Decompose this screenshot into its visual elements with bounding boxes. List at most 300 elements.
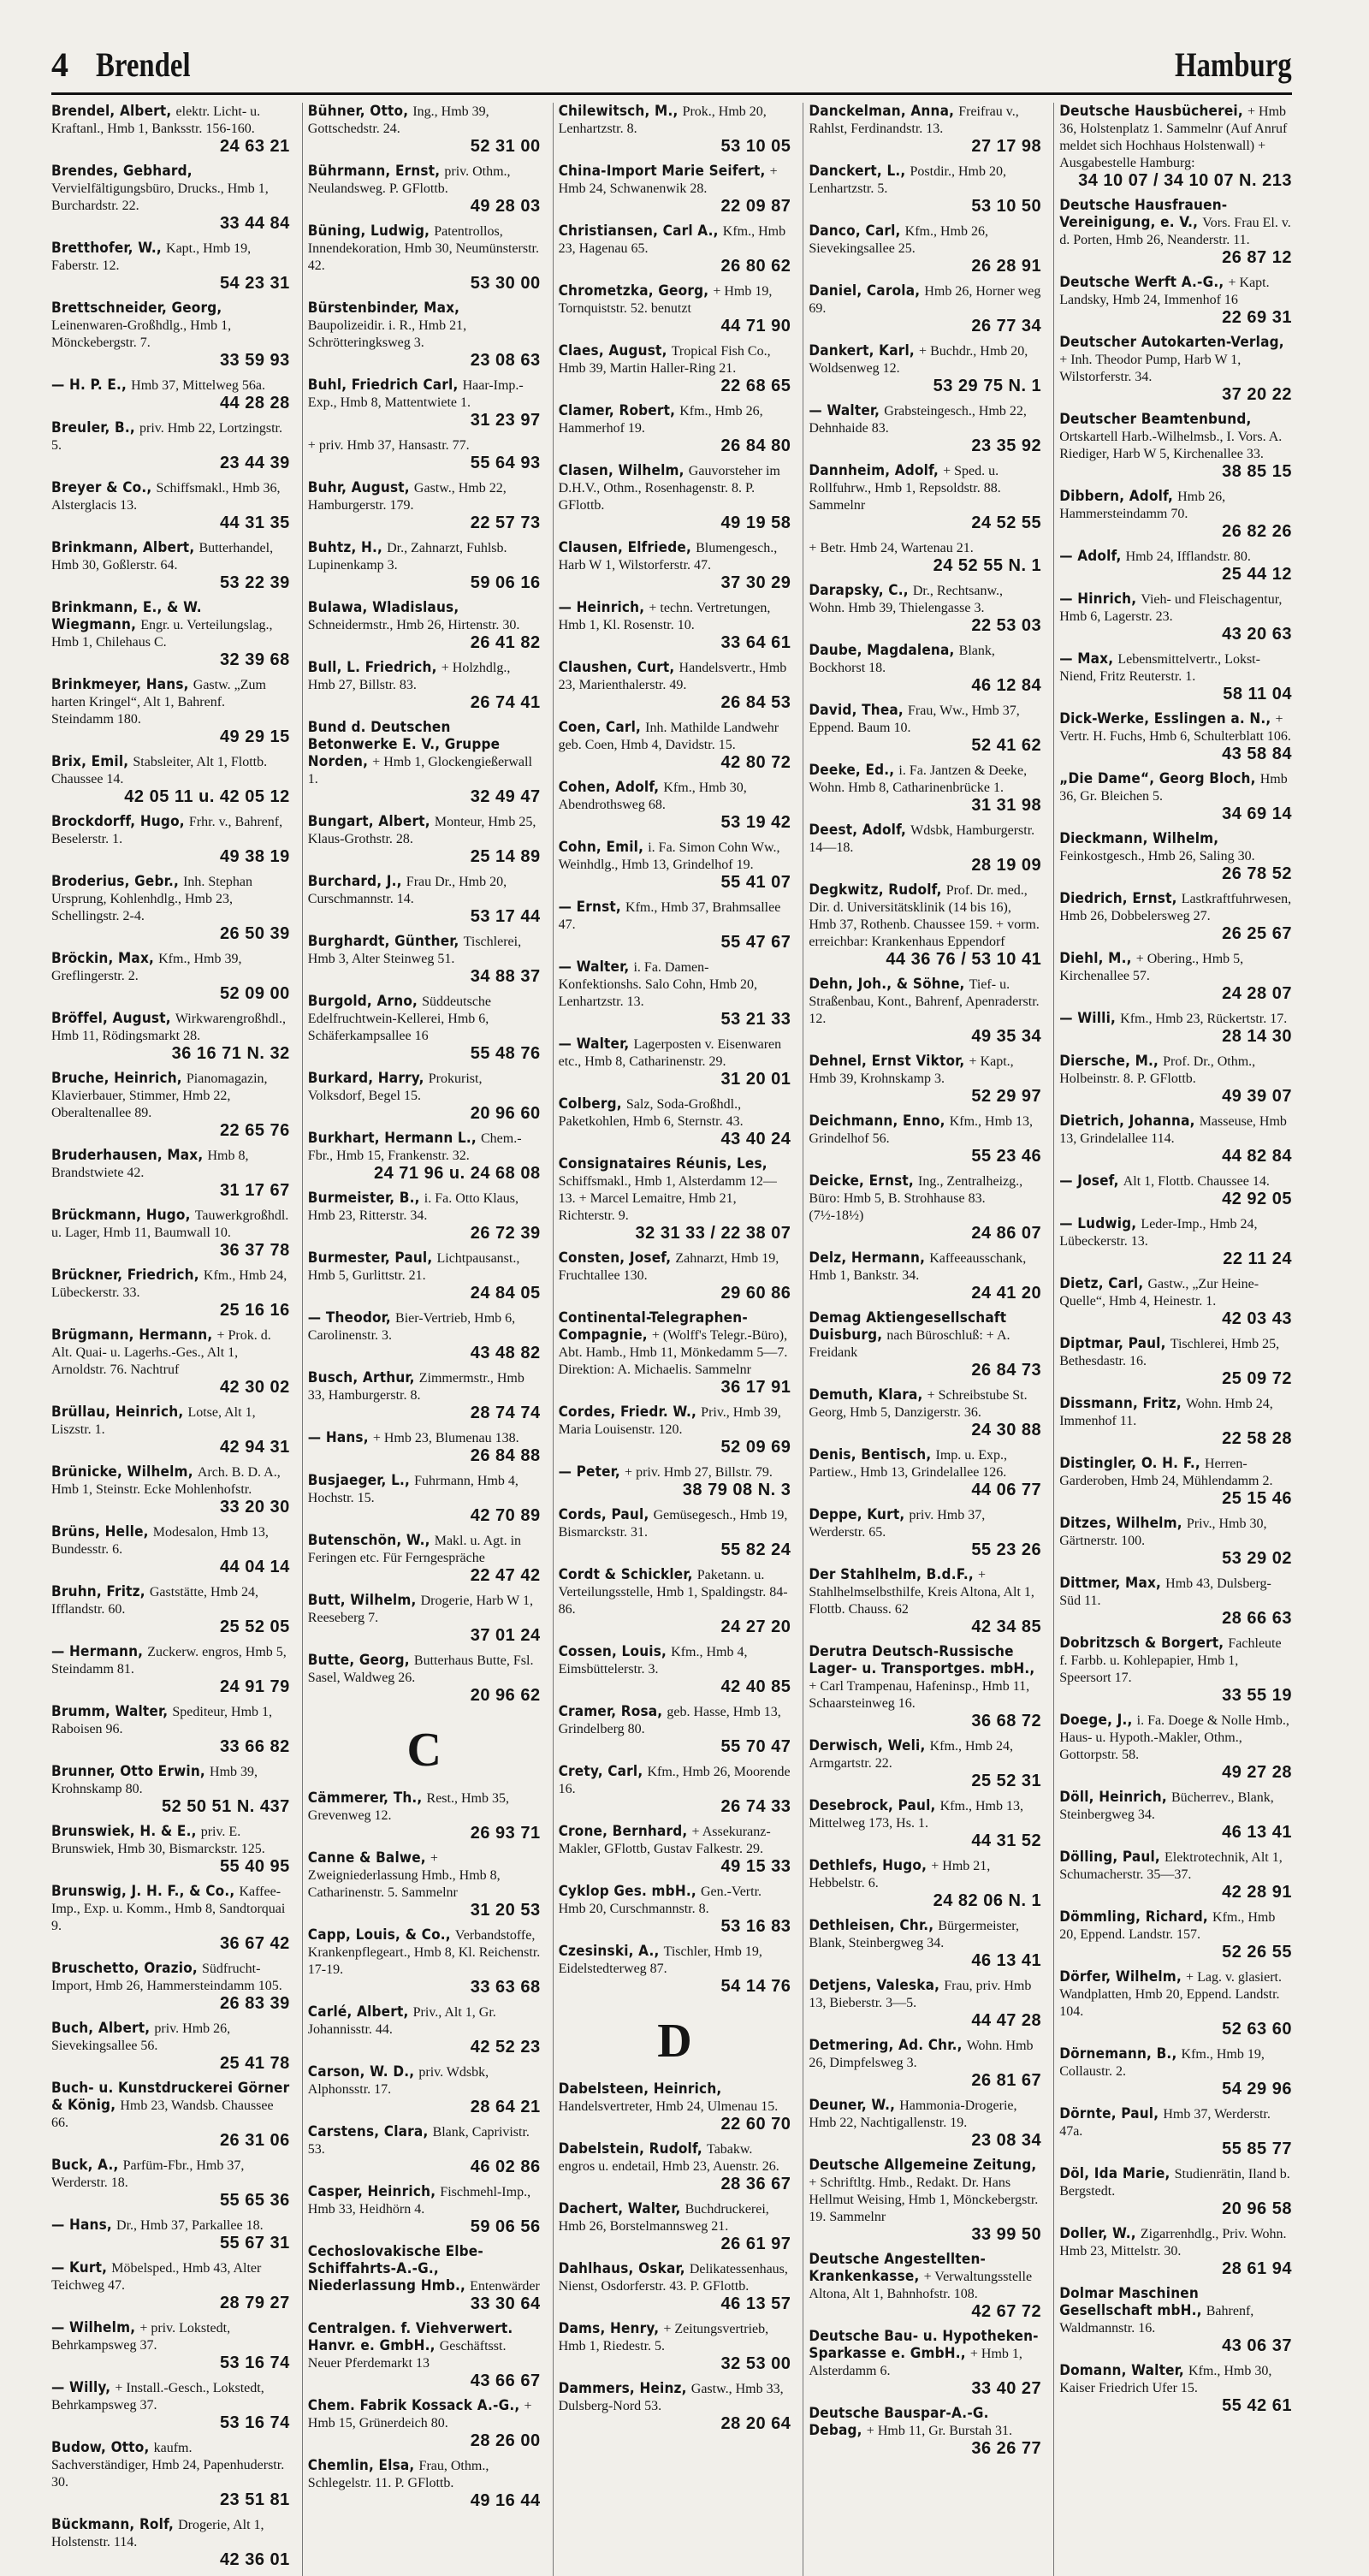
directory-entry [308, 1926, 541, 1997]
directory-entry [1059, 103, 1292, 191]
entry-name: Brendes, Gebhard, [51, 163, 193, 180]
entry-phone: 26 74 33 [720, 1797, 791, 1816]
entry-name: Bührmann, Ernst, [307, 163, 441, 180]
entry-name: Burmester, Paul, [307, 1249, 433, 1267]
entry-phone: 22 69 31 [1222, 308, 1292, 327]
entry-description: Imp. u. Exp., Partiew., Hmb 13, Grindelallee 126. [809, 1448, 1008, 1480]
directory-entry [559, 1309, 791, 1398]
entry-name: Degkwitz, Rudolf, [809, 881, 942, 899]
directory-entry [308, 1472, 541, 1526]
entry-phone: 52 63 60 [1222, 2020, 1292, 2039]
directory-entry [308, 659, 541, 713]
entry-phone: 46 12 84 [971, 676, 1042, 695]
entry-name: Dibbern, Adolf, [1059, 488, 1174, 505]
entry-name: Buhl, Friedrich Carl, [307, 377, 459, 394]
entry-name: Bröffel, August, [51, 1010, 171, 1027]
directory-entry [51, 676, 290, 747]
entry-phone: 26 28 91 [971, 257, 1042, 276]
entry-description: Gemüsegesch., Hmb 19, Bismarckstr. 31. [558, 1508, 788, 1540]
entry-description: Vieh- und Fleischagentur, Hmb 6, Lagerstr. 23. [1059, 592, 1283, 624]
directory-entry [51, 1267, 290, 1321]
directory-entry [1059, 1712, 1292, 1783]
directory-entry [1059, 1575, 1292, 1629]
entry-phone: 44 71 90 [720, 317, 791, 335]
entry-name: Cechoslovakische Elbe-Schiffahrts-A.-G., Niederlassung Hmb., [307, 2243, 483, 2294]
entry-description: + Holzhdlg., Hmb 27, Billstr. 83. [307, 661, 511, 692]
entry-name: Burkhart, Hermann L., [307, 1130, 477, 1147]
directory-entry [559, 1463, 791, 1500]
directory-entry [51, 419, 290, 473]
entry-name: Deichmann, Enno, [809, 1113, 945, 1130]
entry-description: Kfm., Hmb 30, Kaiser Friedrich Ufer 15. [1059, 2364, 1272, 2395]
directory-entry [308, 2320, 541, 2391]
entry-phone: 26 31 06 [219, 2131, 290, 2150]
directory-entry [559, 2080, 791, 2134]
entry-description: + Hmb 19, Tornquiststr. 52. benutzt [558, 284, 773, 316]
page-number: 4 [51, 45, 68, 84]
entry-phone: 46 02 86 [470, 2158, 541, 2176]
entry-description: + Schriftltg. Hmb., Redakt. Dr. Hans Hellmut Weising, Hmb 1, Mönckebergstr. 19. Sammelnr [809, 2175, 1039, 2224]
entry-name: Capp, Louis, & Co., [307, 1926, 451, 1944]
directory-entry [809, 1506, 1041, 1560]
directory-entry [308, 1369, 541, 1423]
entry-name: Dahlhaus, Oskar, [558, 2260, 685, 2277]
directory-entry [559, 959, 791, 1030]
entry-name: Butte, Georg, [307, 1652, 410, 1669]
entry-description: Blank, Bockhorst 18. [809, 644, 995, 675]
entry-phone: 33 20 30 [219, 1498, 290, 1517]
entry-description: Hmb 37, Werderstr. 47a. [1059, 2107, 1271, 2139]
entry-description: Rest., Hmb 35, Grevenweg 12. [307, 1791, 509, 1823]
entry-name: Buch, Albert, [51, 2020, 151, 2037]
directory-entry [809, 282, 1041, 336]
directory-entry [308, 1790, 541, 1843]
entry-name: Chemlin, Elsa, [307, 2457, 415, 2474]
directory-entry [1059, 334, 1292, 405]
directory-entry [559, 839, 791, 893]
entry-description: Lagerposten v. Eisenwaren etc., Hmb 8, Catharinenstr. 29. [558, 1037, 782, 1069]
entry-description: Lastkraftfuhrwesen, Hmb 26, Dobbelersweg 27. [1059, 892, 1292, 923]
directory-entry [559, 1643, 791, 1697]
entry-name: Brückmann, Hugo, [51, 1207, 191, 1224]
entry-name: — Heinrich, [558, 599, 645, 616]
entry-phone: 31 20 53 [470, 1901, 541, 1920]
entry-description: Kaffee-Imp., Exp. u. Komm., Hmb 8, Sandtorquai 9. [51, 1885, 286, 1933]
entry-description: Elektrotechnik, Alt 1, Schumacherstr. 35—37. [1059, 1850, 1283, 1882]
directory-entry [559, 1943, 791, 1997]
entry-phone: 31 17 67 [219, 1181, 290, 1200]
entry-phone: 53 29 75 N. 1 [933, 377, 1042, 395]
entry-phone: 34 10 07 / 34 10 07 N. 213 [1078, 171, 1292, 190]
directory-entry [1059, 830, 1292, 884]
directory-entry [51, 1823, 290, 1877]
entry-phone: 49 16 44 [470, 2491, 541, 2510]
directory-entry [308, 1592, 541, 1646]
entry-phone: 26 87 12 [1222, 248, 1292, 267]
entry-name: Bruschetto, Orazio, [51, 1960, 198, 1977]
entry-description: Zuckerw. engros, Hmb 5, Steindamm 81. [51, 1645, 287, 1677]
directory-entry [559, 163, 791, 217]
directory-entry [1059, 1010, 1292, 1047]
entry-phone: 42 40 85 [720, 1677, 791, 1696]
entry-name: Bungart, Albert, [307, 813, 430, 830]
entry-phone: 26 50 39 [219, 924, 290, 943]
directory-entry [308, 1849, 541, 1920]
directory-entry [1059, 1113, 1292, 1166]
directory-entry [308, 599, 541, 653]
entry-phone: 42 34 85 [971, 1617, 1042, 1636]
entry-phone: 31 20 01 [720, 1070, 791, 1089]
directory-entry [809, 1566, 1041, 1637]
entry-phone: 52 26 55 [1222, 1943, 1292, 1962]
directory-entry [51, 1883, 290, 1954]
entry-description: + priv. Hmb 37, Hansastr. 77. [307, 438, 470, 453]
entry-phone: 24 41 20 [971, 1284, 1042, 1303]
entry-description: + Kapt. Landsky, Hmb 24, Immenhof 16 [1059, 276, 1270, 307]
entry-description: Hmb 43, Dulsberg-Süd 11. [1059, 1576, 1271, 1608]
entry-description: Lotse, Alt 1, Liszstr. 1. [51, 1405, 256, 1437]
entry-description: Tauwerkgroßhdl. u. Lager, Hmb 11, Baumwall 10. [51, 1208, 289, 1240]
entry-description: Dr., Zahnarzt, Fuhlsb. Lupinenkamp 3. [307, 541, 507, 573]
entry-description: + Verwaltungsstelle Altona, Alt 1, Bahnhofstr. 108. [809, 2270, 1033, 2301]
entry-phone: 55 41 07 [720, 873, 791, 892]
entry-name: — Walter, [809, 402, 880, 419]
entry-phone: 26 72 39 [470, 1224, 541, 1243]
entry-phone: 53 19 42 [720, 813, 791, 832]
directory-entry [1059, 197, 1292, 268]
entry-phone: 53 17 44 [470, 907, 541, 926]
entry-description: Pianomagazin, Klavierbauer, Stimmer, Hmb 22, Oberaltenallee 89. [51, 1071, 268, 1120]
entry-phone: 52 29 97 [971, 1087, 1042, 1106]
entry-phone: 33 44 84 [219, 214, 290, 233]
header-first-entry: Brendel [96, 45, 191, 84]
entry-name: Cossen, Louis, [558, 1643, 667, 1660]
entry-description: Prof. Dr. med., Dir. d. Universitätsklinik (14 bis 16), Hmb 37, Rothenb. Chaussee 159. + vorm. erreichbar: Krankenhaus Eppendorf [809, 883, 1040, 949]
entry-phone: 25 15 46 [1222, 1489, 1292, 1508]
directory-column [1053, 103, 1292, 2576]
directory-entry [559, 899, 791, 953]
entry-phone: 25 16 16 [219, 1301, 290, 1320]
entry-phone: 26 84 80 [720, 436, 791, 455]
entry-description: Prof. Dr., Othm., Holbeinstr. 8. P. GFlottb. [1059, 1054, 1256, 1086]
entry-description: Kfm., Hmb 23, Hagenau 65. [558, 224, 786, 256]
directory-entry [308, 103, 541, 157]
entry-description: Schiffsmakl., Hmb 1, Alsterdamm 12—13. + Marcel Lemaitre, Hmb 21, Richterstr. 9. [558, 1174, 777, 1223]
entry-phone: 32 39 68 [219, 650, 290, 669]
entry-description: Frau Dr., Hmb 20, Curschmannstr. 14. [307, 875, 507, 906]
directory-entry [809, 2251, 1041, 2322]
entry-description: Tischler, Hmb 19, Eidelstedterweg 87. [558, 1944, 762, 1976]
directory-entry [559, 2260, 791, 2314]
directory-entry [809, 582, 1041, 636]
entry-description: Kfm., Hmb 20, Eppend. Landstr. 157. [1059, 1910, 1276, 1942]
directory-entry [1059, 1172, 1292, 1209]
directory-entry [809, 1172, 1041, 1243]
entry-name: Dörfer, Wilhelm, [1059, 1968, 1182, 1985]
entry-phone: 23 08 34 [971, 2131, 1042, 2150]
entry-phone: 55 40 95 [219, 1857, 290, 1876]
entry-phone: 55 64 93 [470, 454, 541, 472]
entry-description: i. Fa. Simon Cohn Ww., Weinhdlg., Hmb 13, Grindelhof 19. [558, 840, 780, 872]
entry-description: Hammonia-Drogerie, Hmb 22, Nachtigallenstr. 19. [809, 2098, 1017, 2130]
entry-name: Darapsky, C., [809, 582, 909, 599]
directory-entry [51, 2319, 290, 2373]
entry-name: — Kurt, [51, 2259, 108, 2276]
entry-description: Prokurist, Volksdorf, Begel 15. [307, 1071, 483, 1103]
entry-description: Schiffsmakl., Hmb 36, Alsterglacis 13. [51, 481, 281, 513]
directory-entry [809, 223, 1041, 276]
entry-name: Brunner, Otto Erwin, [51, 1763, 205, 1780]
entry-name: Diersche, M., [1059, 1053, 1159, 1070]
entry-phone: 37 30 29 [720, 573, 791, 592]
directory-column [553, 103, 791, 2576]
entry-phone: 28 64 21 [470, 2098, 541, 2116]
entry-name: Daube, Magdalena, [809, 642, 955, 659]
entry-phone: 28 74 74 [470, 1404, 541, 1422]
entry-name: Deutscher Autokarten-Verlag, [1059, 334, 1284, 351]
entry-description: Zahnarzt, Hmb 19, Fruchtallee 130. [558, 1251, 779, 1283]
entry-name: Dannheim, Adolf, [809, 462, 939, 479]
entry-phone: 26 41 82 [470, 633, 541, 652]
directory-entry [809, 163, 1041, 217]
directory-entry [51, 873, 290, 944]
entry-phone: 33 63 68 [470, 1978, 541, 1997]
entry-description: + Inh. Theodor Pump, Harb W 1, Wilstorferstr. 34. [1059, 353, 1242, 384]
entry-name: Bückmann, Rolf, [51, 2516, 175, 2533]
entry-name: — Hans, [307, 1429, 369, 1446]
entry-name: Dick-Werke, Esslingen a. N., [1059, 710, 1271, 727]
directory-entry [559, 2380, 791, 2434]
entry-phone: 33 64 61 [720, 633, 791, 652]
entry-name: Bull, L. Friedrich, [307, 659, 437, 676]
entry-name: Doege, J., [1059, 1712, 1133, 1729]
directory-entry [308, 163, 541, 217]
entry-name: Deppe, Kurt, [809, 1506, 905, 1523]
entry-phone: 22 47 42 [470, 1566, 541, 1585]
entry-phone: 53 29 02 [1222, 1549, 1292, 1568]
entry-name: David, Thea, [809, 702, 904, 719]
entry-name: Burchard, J., [307, 873, 402, 890]
entry-description: Entenwärder [470, 2279, 540, 2294]
entry-description: Lebensmittelvertr., Lokst-Niend, Fritz Reuterstr. 1. [1059, 652, 1260, 684]
directory-entry [809, 2037, 1041, 2091]
directory-column [803, 103, 1041, 2576]
directory-entry [559, 402, 791, 456]
entry-description: Chem.-Fbr., Hmb 15, Frankenstr. 32. [307, 1131, 522, 1163]
directory-entry [308, 479, 541, 533]
entry-description: Inh. Mathilde Landwehr geb. Coen, Hmb 4, Davidstr. 15. [558, 721, 779, 752]
entry-description: Postdir., Hmb 20, Lenhartzstr. 5. [809, 164, 1006, 196]
entry-description: Möbelsped., Hmb 43, Alter Teichweg 47. [51, 2261, 262, 2293]
directory-entry [51, 813, 290, 867]
entry-description: Prok., Hmb 20, Lenhartzstr. 8. [558, 104, 767, 136]
directory-entry [1059, 2225, 1292, 2279]
entry-phone: 44 31 35 [219, 513, 290, 532]
entry-description: Engr. u. Verteilungslag., Hmb 1, Chilehaus C. [51, 618, 273, 650]
entry-description: Kapt., Hmb 19, Faberstr. 12. [51, 241, 252, 273]
entry-phone: 26 83 39 [219, 1994, 290, 2013]
directory-entry [1059, 1635, 1292, 1706]
directory-entry [809, 1917, 1041, 1971]
entry-description: Modesalon, Hmb 13, Bundesstr. 6. [51, 1525, 269, 1557]
entry-description: + Hmb 1, Glockengießerwall 1. [307, 755, 532, 786]
directory-entry [51, 1763, 290, 1817]
directory-entry [51, 1207, 290, 1261]
entry-description: priv. Hmb 22, Lortzingstr. 5. [51, 421, 282, 453]
entry-phone: 42 30 02 [219, 1378, 290, 1397]
entry-name: Buhr, August, [307, 479, 410, 496]
entry-name: Burghardt, Günther, [307, 933, 459, 950]
entry-description: kaufm. Sachverständiger, Hmb 24, Papenhuderstr. 30. [51, 2441, 285, 2490]
entry-phone: 36 68 72 [971, 1712, 1042, 1730]
entry-description: i. Fa. Jantzen & Deeke, Wohn. Hmb 8, Catharinenbrücke 1. [809, 763, 1028, 795]
directory-entry [308, 2397, 541, 2451]
entry-phone: 25 44 12 [1222, 565, 1292, 584]
directory-entry [308, 300, 541, 371]
entry-description: + Hmb 21, Hebbelstr. 6. [809, 1859, 991, 1890]
entry-description: Bier-Vertrieb, Hmb 6, Carolinenstr. 3. [307, 1311, 516, 1343]
entry-description: Kfm., Hmb 37, Brahmsallee 47. [558, 900, 781, 932]
entry-name: Dams, Henry, [558, 2320, 660, 2337]
entry-phone: 49 15 33 [720, 1857, 791, 1876]
entry-phone: 42 92 05 [1222, 1190, 1292, 1208]
directory-entry [809, 2405, 1041, 2459]
entry-name: Buch- u. Kunstdruckerei Görner & König, [51, 2080, 290, 2114]
entry-name: — Wilhelm, [51, 2319, 136, 2336]
directory-entry [809, 2097, 1041, 2151]
directory-entry [559, 1249, 791, 1303]
entry-name: Brumm, Walter, [51, 1703, 169, 1720]
entry-phone: 26 84 88 [470, 1446, 541, 1465]
entry-name: Danckert, L., [809, 163, 906, 180]
entry-description: Hmb 26, Horner weg 69. [809, 284, 1041, 316]
directory-entry [1059, 1455, 1292, 1509]
entry-name: Deutscher Beamtenbund, [1059, 411, 1252, 428]
entry-description: Priv., Alt 1, Gr. Johannisstr. 44. [307, 2005, 496, 2037]
entry-description: Hmb 23, Wandsb. Chaussee 66. [51, 2098, 274, 2130]
directory-entry [809, 1446, 1041, 1500]
entry-name: Clasen, Wilhelm, [558, 462, 684, 479]
directory-entry [1059, 890, 1292, 944]
entry-name: — H. P. E., [51, 377, 127, 394]
entry-name: Colberg, [558, 1095, 622, 1113]
entry-description: + Hmb 24, Schwanenwik 28. [558, 164, 778, 196]
entry-name: Clausen, Elfriede, [558, 539, 691, 556]
entry-description: + Schreibstube St. Georg, Hmb 5, Danzigerstr. 36. [809, 1388, 1028, 1420]
entry-description: + Hmb 23, Blumenau 138. [372, 1431, 519, 1445]
entry-phone: 54 14 76 [720, 1977, 791, 1996]
entry-name: Centralgen. f. Viehverwert. Hanvr. e. GmbH., [307, 2320, 513, 2354]
entry-phone: 55 65 36 [219, 2191, 290, 2210]
entry-name: Cyklop Ges. mbH., [558, 1883, 696, 1900]
entry-name: Büning, Ludwig, [307, 223, 430, 240]
entry-name: — Max, [1059, 650, 1114, 668]
entry-phone: 25 09 72 [1222, 1369, 1292, 1388]
directory-entry [559, 1883, 791, 1937]
entry-name: Derwisch, Weli, [809, 1737, 926, 1754]
directory-entry [51, 1463, 290, 1517]
entry-phone: 55 23 46 [971, 1147, 1042, 1166]
entry-phone: 20 96 58 [1222, 2199, 1292, 2218]
entry-phone: 38 85 15 [1222, 462, 1292, 481]
entry-description: Haar-Imp.-Exp., Hmb 8, Mattentwiete 1. [307, 378, 524, 410]
entry-phone: 32 53 00 [720, 2354, 791, 2373]
entry-description: Kfm., Hmb 4, Eimsbüttelerstr. 3. [558, 1645, 748, 1677]
entry-phone: 36 37 78 [219, 1241, 290, 1260]
entry-description: Tischlerei, Hmb 3, Alter Steinweg 51. [307, 935, 522, 966]
entry-phone: 42 03 43 [1222, 1309, 1292, 1328]
entry-phone: 49 35 34 [971, 1027, 1042, 1046]
entry-phone: 53 16 83 [720, 1917, 791, 1936]
entry-phone: 42 94 31 [219, 1438, 290, 1457]
directory-entry [559, 1404, 791, 1457]
entry-description: Bücherrev., Blank, Steinbergweg 34. [1059, 1790, 1274, 1822]
entry-description: Herren-Garderoben, Hmb 24, Mühlendamm 2. [1059, 1457, 1273, 1488]
entry-name: Demag Aktiengesellschaft Duisburg, [809, 1309, 1007, 1344]
directory-entry [1059, 1849, 1292, 1902]
entry-phone: 24 84 05 [470, 1284, 541, 1303]
directory-entry [809, 342, 1041, 396]
entry-name: Doller, W., [1059, 2225, 1136, 2242]
entry-phone: 55 47 67 [720, 933, 791, 952]
entry-phone: 53 21 33 [720, 1010, 791, 1029]
directory-entry [51, 240, 290, 294]
entry-description: + Betr. Hmb 24, Wartenau 21. [809, 541, 974, 555]
entry-name: — Willi, [1059, 1010, 1117, 1027]
entry-name: Cramer, Rosa, [558, 1703, 663, 1720]
entry-description: Verbandstoffe, Krankenpflegeart., Hmb 8, Kl. Reichenstr. 17-19. [307, 1928, 541, 1977]
entry-description: Gastw., Hmb 33, Dulsberg-Nord 53. [558, 2382, 784, 2413]
entry-phone: 24 63 21 [219, 137, 290, 156]
directory-entry [51, 300, 290, 371]
directory-entry [51, 2157, 290, 2211]
entry-name: Döl, Ida Marie, [1059, 2165, 1170, 2182]
entry-name: Brügmann, Hermann, [51, 1327, 213, 1344]
directory-entry [559, 1036, 791, 1089]
entry-phone: 55 82 24 [720, 1540, 791, 1559]
entry-phone: 42 70 89 [470, 1506, 541, 1525]
entry-name: Dömmling, Richard, [1059, 1908, 1208, 1926]
entry-description: i. Fa. Doege & Nolle Hmb., Haus- u. Hypoth.-Makler, Othm., Gottorpstr. 58. [1059, 1713, 1289, 1762]
entry-phone: 29 60 86 [720, 1284, 791, 1303]
entry-name: Dehn, Joh., & Söhne, [809, 976, 965, 993]
directory-entry [809, 2328, 1041, 2399]
entry-name: — Ernst, [558, 899, 621, 916]
entry-phone: 53 16 74 [219, 2353, 290, 2372]
entry-phone: 44 04 14 [219, 1558, 290, 1576]
entry-name: Brettschneider, Georg, [51, 300, 222, 317]
entry-description: Kfm., Hmb 39, Greflingerstr. 2. [51, 952, 242, 983]
entry-name: Demuth, Klara, [809, 1386, 923, 1404]
entry-name: Distingler, O. H. F., [1059, 1455, 1200, 1472]
entry-description: + Hmb 11, Gr. Burstah 31. [866, 2424, 1012, 2438]
entry-description: Fuhrmann, Hmb 4, Hochstr. 15. [307, 1474, 519, 1505]
entry-name: Broderius, Gebr., [51, 873, 179, 890]
entry-description: + Zeitungsvertrieb, Hmb 1, Riedestr. 5. [558, 2322, 769, 2353]
entry-description: Ortskartell Harb.-Wilhelmsb., I. Vors. A. Riediger, Harb W 5, Kirchenallee 33. [1059, 430, 1283, 461]
directory-entry [51, 1703, 290, 1757]
directory-entry [308, 1652, 541, 1706]
directory-entry [1059, 1515, 1292, 1569]
entry-name: Budow, Otto, [51, 2439, 150, 2456]
directory-entry [308, 719, 541, 807]
entry-description: Parfüm-Fbr., Hmb 37, Werderstr. 18. [51, 2158, 245, 2190]
directory-entry [308, 1130, 541, 1184]
entry-phone: 55 23 26 [971, 1540, 1042, 1559]
entry-name: Danco, Carl, [809, 223, 901, 240]
entry-name: Delz, Hermann, [809, 1249, 926, 1267]
entry-description: Kfm., Hmb 24, Lübeckerstr. 33. [51, 1268, 287, 1300]
